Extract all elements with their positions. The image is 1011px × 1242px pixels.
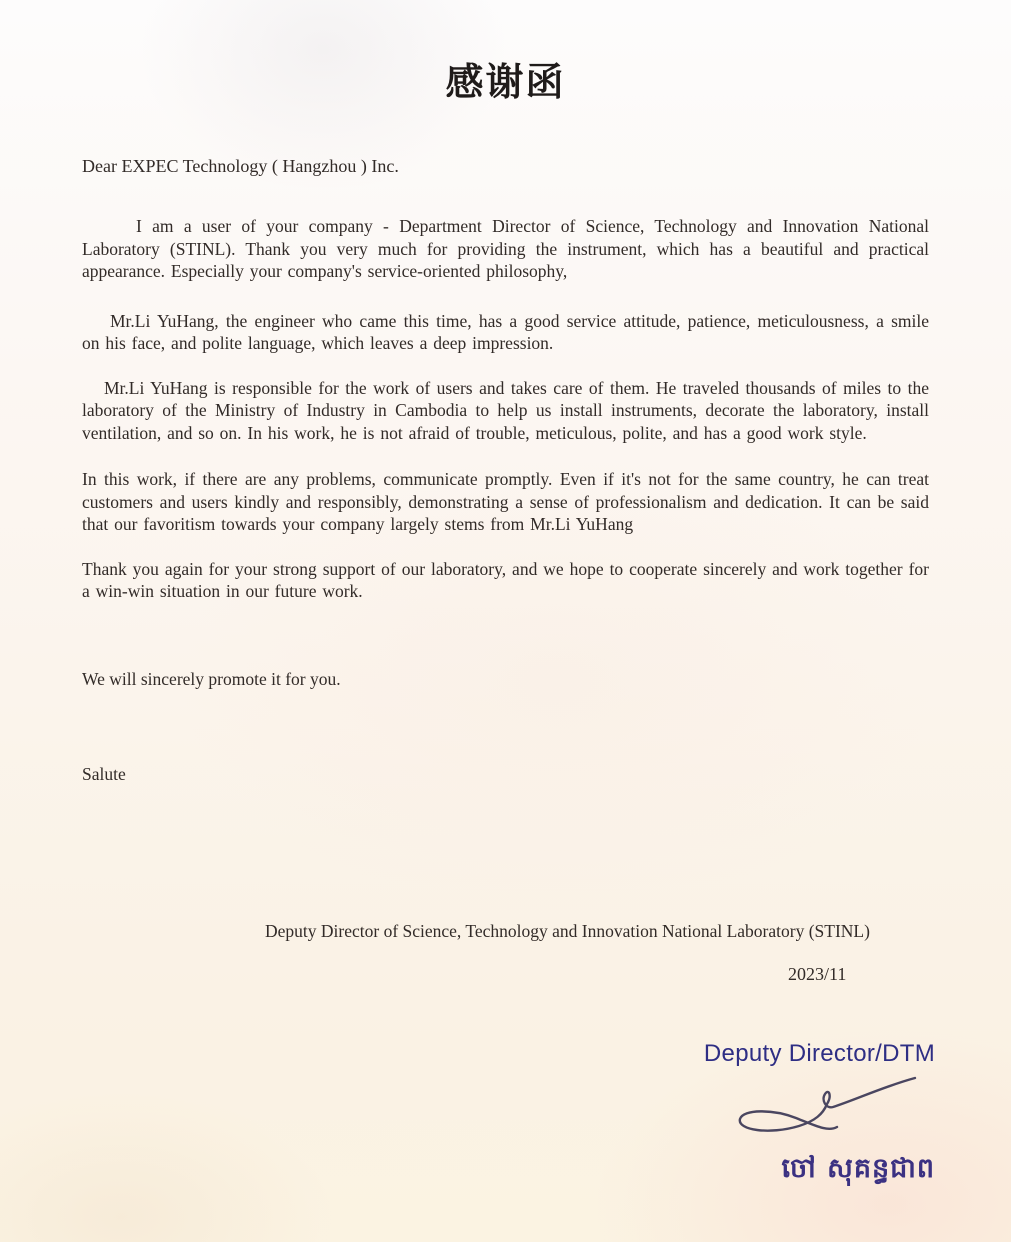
salute-line: Salute	[82, 763, 126, 784]
closing-line: We will sincerely promote it for you.	[82, 668, 341, 689]
salutation-line: Dear EXPEC Technology ( Hangzhou ) Inc.	[82, 156, 399, 176]
handwritten-signature-icon	[727, 1070, 917, 1148]
signature-block	[685, 1040, 935, 1186]
paragraph-4: In this work, if there are any problems, communicate promptly. Even if it's not for the same country, he can treat customers and users kindly and responsibly, demonstrating a sense of professionalism and dedication. It can be said that our favoritism towards your company largely stems from Mr.Li YuHang	[82, 469, 929, 534]
letter-title: 感谢函	[445, 60, 566, 104]
signoff-title-line: Deputy Director of Science, Technology and Innovation National Laboratory (STINL)	[265, 921, 870, 941]
paragraph-3: Mr.Li YuHang is responsible for the work of users and takes care of them. He traveled thousands of miles to the laboratory of the Ministry of Industry in Cambodia to help us install instruments, decorate the laboratory, install ventilation, and so on. In his work, he is not afraid of trouble, meticulous, polite, and has a good work style.	[82, 377, 929, 443]
signer-name-khmer: ចៅ សុគន្ធជាព	[781, 1153, 935, 1184]
paragraph-1: I am a user of your company - Department Director of Science, Technology and Innovation National Laboratory (STINL). Thank you very much for providing the instrument, which has a beautiful and practical appearance. Especially your company's service-oriented philosophy,	[82, 216, 929, 281]
date-line: 2023/11	[788, 964, 847, 984]
paragraph-2: Mr.Li YuHang, the engineer who came this time, has a good service attitude, patience, meticulousness, a smile on his face, and polite language, which leaves a deep impression.	[82, 310, 929, 353]
signer-title: Deputy Director/DTM	[703, 1040, 935, 1067]
paragraph-5: Thank you again for your strong support of our laboratory, and we hope to cooperate sincerely and work together for a win-win situation in our future work.	[82, 558, 929, 601]
